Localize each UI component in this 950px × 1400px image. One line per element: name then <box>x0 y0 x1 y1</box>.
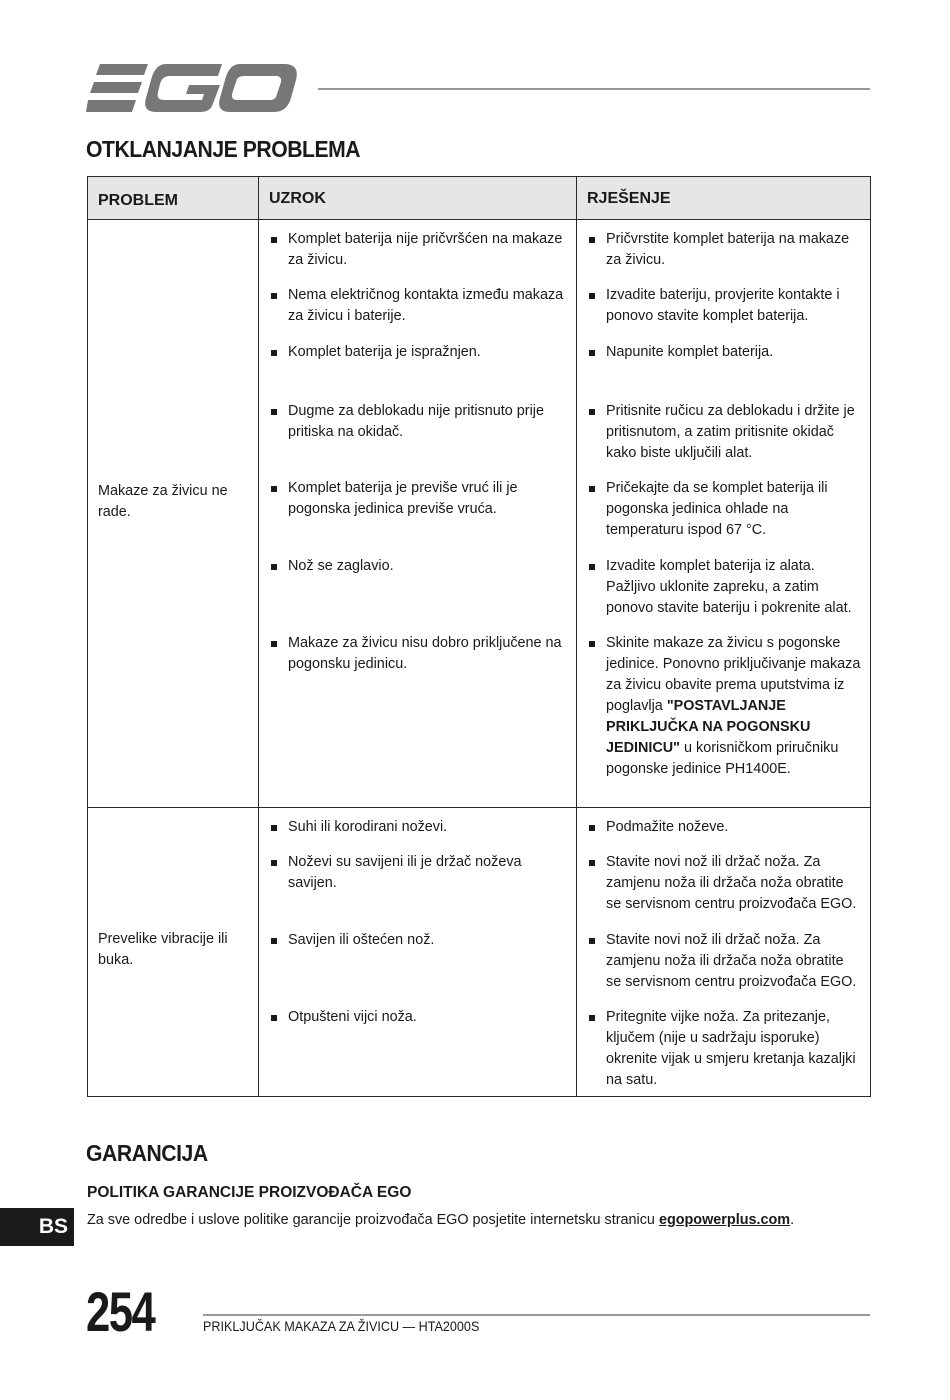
bullet-icon <box>589 409 595 415</box>
cause-list <box>259 808 576 1028</box>
bullet-icon <box>589 564 595 570</box>
footer-text: PRIKLJUČAK MAKAZA ZA ŽIVICU — HTA2000S <box>203 1318 480 1334</box>
list-item: Izvadite bateriju, provjerite kontakte i ponovo stavite komplet baterija. <box>577 285 870 342</box>
problem-cell <box>88 808 259 1097</box>
cause-cell <box>259 220 577 808</box>
bullet-icon <box>271 825 277 831</box>
bullet-icon <box>589 938 595 944</box>
troubleshooting-table <box>87 176 871 1097</box>
bullet-icon <box>271 564 277 570</box>
list-item: Pritisnite ručicu za deblokadu i držite je pritisnutom, a zatim pritisnite okidač kako biste uključili alat. <box>577 401 870 478</box>
list-item: Skinite makaze za živicu s pogonske jedinice. Ponovno priključivanje makaza za živicu obavite prema uputstvima iz poglavlja "POSTAVLJANJE PRIKLJUČKA NA POGONSKU JEDINICU" u korisničkom priručniku pogonske jedinice PH1400E. <box>577 633 870 780</box>
bullet-icon <box>589 1015 595 1021</box>
bullet-icon <box>271 641 277 647</box>
bullet-icon <box>271 237 277 243</box>
list-item: Stavite novi nož ili držač noža. Za zamjenu noža ili držača noža obratite se servisnom centru proizvođača EGO. <box>577 930 870 1007</box>
table-row <box>88 808 871 1097</box>
list-item: Dugme za deblokadu nije pritisnuto prije pritiska na okidač. <box>259 401 576 478</box>
bullet-icon <box>271 1015 277 1021</box>
list-item: Komplet baterija nije pričvršćen na makaze za živicu. <box>259 229 576 285</box>
chapter-reference: "POSTAVLJANJE PRIKLJUČKA NA POGONSKU JEDINICU" <box>606 698 811 756</box>
section-title-troubleshooting: OTKLANJANJE PROBLEMA <box>86 136 361 162</box>
bullet-icon <box>271 293 277 299</box>
warranty-link[interactable]: egopowerplus.com <box>658 1212 791 1228</box>
section-title-warranty: GARANCIJA <box>86 1140 208 1166</box>
list-item: Stavite novi nož ili držač noža. Za zamjenu noža ili držača noža obratite se servisnom centru proizvođača EGO. <box>577 852 870 930</box>
bullet-icon <box>589 293 595 299</box>
list-item: Pritegnite vijke noža. Za pritezanje, ključem (nije u sadržaju isporuke) okrenite vijak u smjeru kretanja kazaljki na satu. <box>577 1007 870 1091</box>
problem-text: Prevelike vibracije ili buka. <box>98 931 228 968</box>
bullet-icon <box>589 825 595 831</box>
list-item: Savijen ili oštećen nož. <box>259 930 576 1007</box>
list-item: Nema električnog kontakta između makaza za živicu i baterije. <box>259 285 576 342</box>
header-solution: RJEŠENJE <box>577 177 871 220</box>
solution-cell <box>577 220 871 808</box>
list-item: Otpušteni vijci noža. <box>259 1007 576 1028</box>
warranty-paragraph: Za sve odredbe i uslove politike garancije proizvođača EGO posjetite internetsku stranicu egopowerplus.com. <box>87 1212 795 1228</box>
header-rule <box>318 88 870 90</box>
list-item: Nož se zaglavio. <box>259 556 576 633</box>
warranty-subtitle: POLITIKA GARANCIJE PROIZVOĐAČA EGO <box>87 1184 412 1201</box>
footer-rule <box>203 1314 870 1316</box>
bullet-icon <box>589 860 595 866</box>
header-problem: PROBLEM <box>88 177 259 220</box>
page-number: 254 <box>86 1280 155 1343</box>
table-header-row <box>88 177 871 220</box>
bullet-icon <box>271 486 277 492</box>
bullet-icon <box>271 350 277 356</box>
bullet-icon <box>271 938 277 944</box>
list-item: Suhi ili korodirani noževi. <box>259 817 576 852</box>
table-row <box>88 220 871 808</box>
bullet-icon <box>589 641 595 647</box>
solution-cell <box>577 808 871 1097</box>
bullet-icon <box>271 409 277 415</box>
problem-cell <box>88 220 259 808</box>
list-item: Pričekajte da se komplet baterija ili pogonska jedinica ohlade na temperaturu ispod 67 °C. <box>577 478 870 556</box>
problem-text: Makaze za živicu ne rade. <box>98 482 228 520</box>
bullet-icon <box>589 350 595 356</box>
list-item: Pričvrstite komplet baterija na makaze za živicu. <box>577 229 870 285</box>
solution-list <box>577 220 870 780</box>
ego-logo <box>86 62 298 114</box>
list-item: Podmažite noževe. <box>577 817 870 852</box>
list-item: Izvadite komplet baterija iz alata. Pažljivo uklonite zapreku, a zatim ponovo stavite bateriju i pokrenite alat. <box>577 556 870 633</box>
bullet-icon <box>271 860 277 866</box>
list-item: Makaze za živicu nisu dobro priključene na pogonsku jedinicu. <box>259 633 576 675</box>
language-tab: BS <box>0 1208 74 1246</box>
list-item: Komplet baterija je previše vruć ili je pogonska jedinica previše vruća. <box>259 478 576 556</box>
cause-list <box>259 220 576 675</box>
list-item: Noževi su savijeni ili je držač noževa savijen. <box>259 852 576 930</box>
list-item: Komplet baterija je ispražnjen. <box>259 342 576 401</box>
bullet-icon <box>589 237 595 243</box>
solution-list <box>577 808 870 1091</box>
cause-cell <box>259 808 577 1097</box>
bullet-icon <box>589 486 595 492</box>
list-item: Napunite komplet baterija. <box>577 342 870 401</box>
header-cause: UZROK <box>259 177 577 220</box>
